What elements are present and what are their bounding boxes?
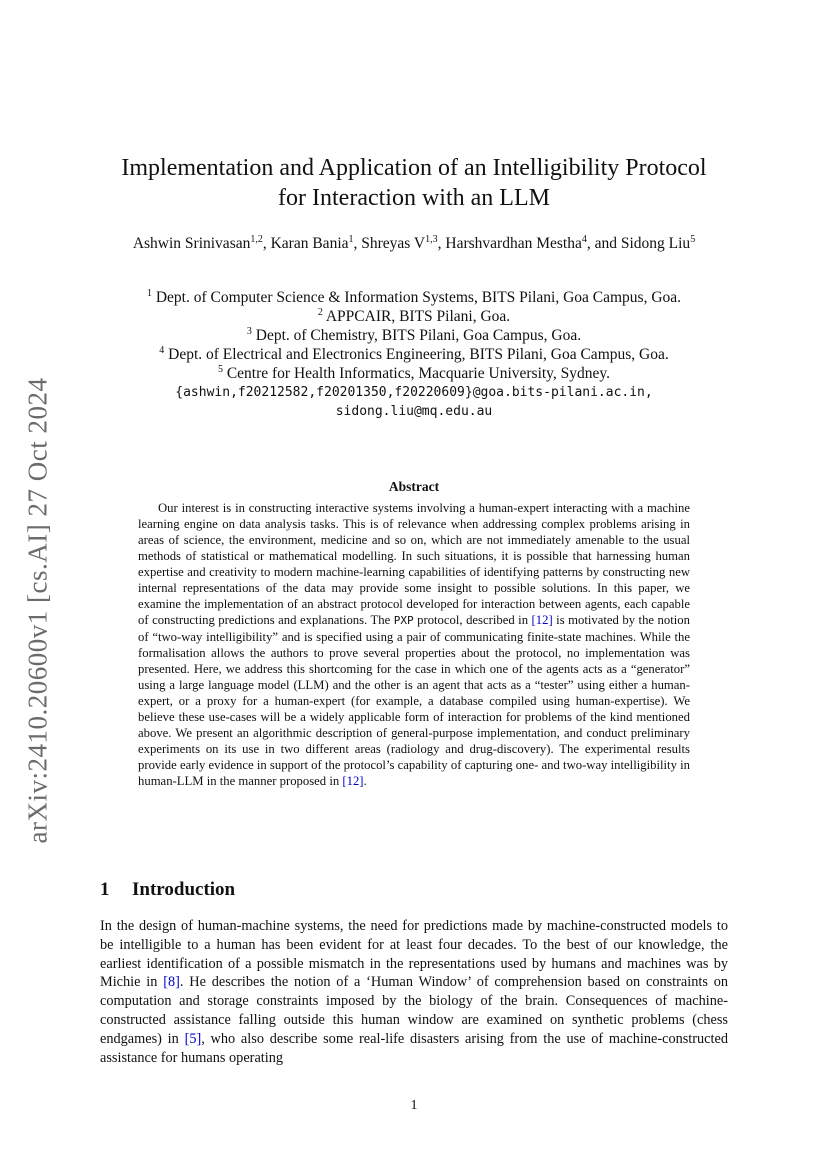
author: Ashwin Srinivasan$^{1,2}$, <box>132 233 271 252</box>
page-number: 1 <box>410 1098 418 1113</box>
affiliation: $^2$ APPCAIR, BITS Pilani, Goa. <box>317 306 511 325</box>
pxp-term: PXP <box>393 614 414 627</box>
affiliation: $^1$ Dept. of Computer Science & Information Systems, BITS Pilani, Goa Campus, Goa. <box>146 287 682 306</box>
section-heading <box>100 879 235 901</box>
email-address: sidong.liu@mq.edu.au <box>335 404 493 419</box>
title-line-1: Implementation and Application of an Intelligibility Protocol <box>121 155 707 181</box>
affiliation: $^3$ Dept. of Chemistry, BITS Pilani, Goa Campus, Goa. <box>246 325 582 344</box>
affiliation: $^4$ Dept. of Electrical and Electronics Engineering, BITS Pilani, Goa Campus, Goa. <box>159 344 669 363</box>
author: Shreyas V$^{1,3}$, <box>361 233 446 252</box>
author: Karan Bania$^1$, <box>270 233 362 252</box>
paper-title <box>100 153 728 213</box>
arxiv-stamp <box>8 375 68 845</box>
affiliation: $^5$ Centre for Health Informatics, Macquarie University, Sydney. <box>217 363 611 382</box>
author: Sidong Liu$^5$ <box>620 233 696 252</box>
affiliations <box>90 288 738 421</box>
citation-link[interactable]: [8] <box>163 974 180 991</box>
section-number: 1 <box>100 879 110 900</box>
email-addresses: {ashwin,f20212582,f20201350,f20220609}@goa.bits-pilani.ac.in, <box>175 385 653 400</box>
author: Harshvardhan Mestha$^4$, and <box>445 233 621 252</box>
abstract-heading: Abstract <box>388 479 440 494</box>
abstract-body: Our interest is in constructing interactive systems involving a human-expert interacting with a machine learning engine on data analysis tasks. This is of relevance when addressing complex problems arising in areas of science, the environment, medicine and so on, which are not immediately amenable to the usual methods of statistical or mathematical modelling. In such situations, it is possible that harnessing human expertise and creativity to modern machine-learning capabilities of identifying patterns by constructing new internal representations of the data may provide some insight to possible solutions. In this paper, we examine the implementation of an abstract protocol developed for interaction between agents, each capable of constructing predictions and explanations. The PXP protocol, described in [12] is motivated by the notion of “two-way intelligibility” and is specified using a pair of communicating finite-state machines. While the formalisation allows the authors to prove several properties about the protocol, no implementation was presented. Here, we address this shortcoming for the case in which one of the agents acts as a “generator” using a large language model (LLM) and the other is an agent that acts as a “tester” using either a human-expert, or a proxy for a human-expert (for example, a database compiled using human-expertise). We believe these use-cases will be a widely applicable form of interaction for problems of the kind mentioned above. We present an algorithmic description of general-purpose implementation, and conduct preliminary experiments on its use in two different areas (radiology and drug-discovery). The experimental results provide early evidence in support of the protocol’s capability of capturing one- and two-way intelligibility in human-LLM in the manner proposed in [12]. <box>138 501 690 788</box>
intro-paragraph: In the design of human-machine systems, the need for predictions made by machine-constructed models to be intelligible to a human has been evident for at least four decades. To the best of our knowledge, the earliest identification of a possible mismatch in the representations used by humans and machines was by Michie in [8]. He describes the notion of a ‘Human Window’ of comprehension based on constraints on computation and storage constraints imposed by the biology of the brain. Consequences of machine-constructed assistance falling outside this human window are examined on synthetic problems (chess endgames) in [5], who also describe some real-life disasters arising from the use of machine-constructed assistance for humans operating <box>100 918 728 1066</box>
title-line-2: for Interaction with an LLM <box>278 185 550 211</box>
author-list <box>100 234 728 253</box>
citation-link[interactable]: [12] <box>342 774 364 788</box>
citation-link[interactable]: [5] <box>184 1030 202 1047</box>
arxiv-stamp-text: arXiv:2410.20600v1 [cs.AI] 27 Oct 2024 <box>22 377 53 843</box>
section-title: Introduction <box>132 879 236 900</box>
citation-link[interactable]: [12] <box>531 613 553 627</box>
